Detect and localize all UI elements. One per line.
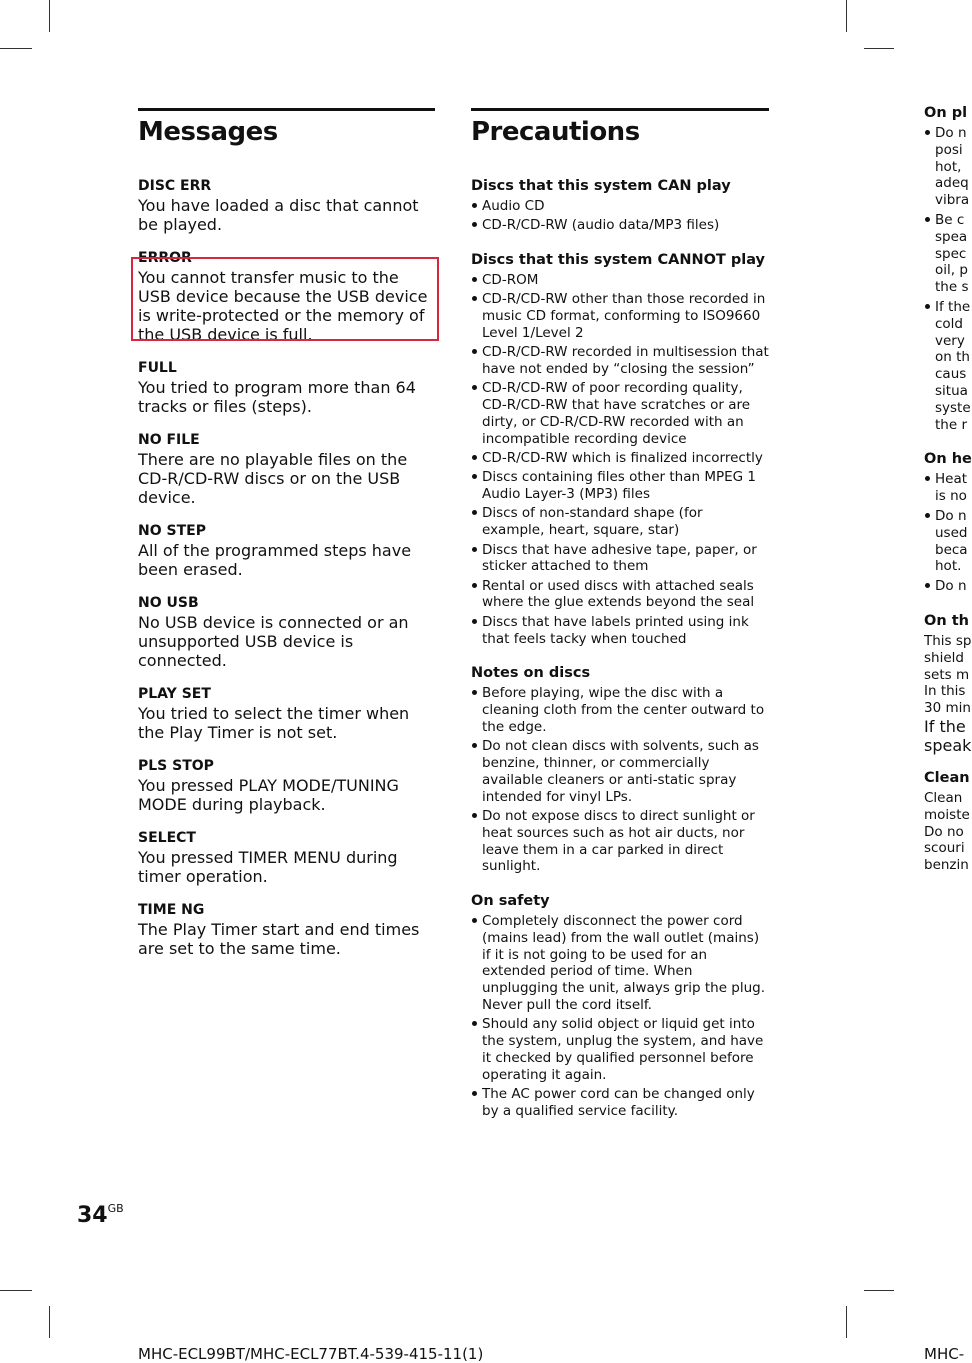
- crop-mark: [846, 1306, 847, 1338]
- page-number: [77, 1202, 124, 1228]
- bullet-list: [471, 272, 769, 647]
- fragment-line: the r: [935, 416, 967, 433]
- footer-model-code-next: MHC-: [924, 1345, 965, 1363]
- crop-mark: [864, 48, 894, 49]
- message-description: You tried to program more than 64 tracks or files (steps).: [138, 378, 416, 416]
- fragment-line: hot.: [935, 558, 962, 575]
- message-description: You pressed PLAY MODE/TUNING MODE during playback.: [138, 776, 399, 814]
- bullet-list: [471, 913, 769, 1120]
- message-description: You cannot transfer music to the USB device because the USB device is write-protected or the memory of the USB device is full.: [138, 268, 428, 344]
- bullet-item: Completely disconnect the power cord (mains lead) from the wall outlet (mains) if it is not going to be used for an extended period of time. When unplugging the unit, always grip the plug. Never pull the cord itself.: [471, 913, 769, 1014]
- fragment-line: hot,: [935, 158, 962, 175]
- message-code: NO STEP: [138, 523, 206, 539]
- crop-mark: [0, 1290, 32, 1291]
- fragment-line: 30 min: [924, 700, 971, 717]
- fragment-line: syste: [935, 399, 971, 416]
- bullet-item: Before playing, wipe the disc with a cleaning cloth from the center outward to the edge.: [471, 685, 769, 735]
- fragment-line: Do n: [924, 508, 965, 525]
- fragment-heading: On pl: [924, 105, 968, 121]
- message-code: TIME NG: [138, 902, 205, 918]
- message-entry: [138, 594, 435, 670]
- precautions-column: [471, 108, 769, 1137]
- section-heading: Discs that this system CANNOT play: [471, 252, 766, 269]
- crop-mark: [864, 1290, 894, 1291]
- section-heading: Discs that this system CAN play: [471, 178, 731, 194]
- fragment-line: Be c: [924, 212, 965, 229]
- bullet-list: [471, 198, 769, 234]
- message-entry: [138, 685, 435, 742]
- fragment-line: Do n: [924, 578, 965, 595]
- precaution-section: [471, 177, 769, 234]
- bullet-item: Should any solid object or liquid get into the system, unplug the system, and have it checked by qualified personnel before operating it again.: [471, 1016, 769, 1083]
- highlight-box: [131, 257, 439, 341]
- fragment-line: Do no: [924, 823, 964, 840]
- messages-column: [138, 108, 435, 973]
- message-entry: [138, 757, 435, 814]
- bullet-item: Do not clean discs with solvents, such as benzine, thinner, or commercially available cleaners or anti-static spray intended for vinyl LPs.: [471, 738, 769, 805]
- bullet-item: Discs containing files other than MPEG 1 Audio Layer-3 (MP3) files: [471, 469, 769, 503]
- crop-mark: [49, 0, 50, 32]
- fragment-line: is no: [935, 488, 967, 505]
- message-code: PLS STOP: [138, 758, 214, 774]
- fragment-heading: On he: [924, 451, 972, 468]
- message-entry: [138, 177, 435, 234]
- message-entry: [138, 829, 435, 886]
- fragment-line: If the: [924, 299, 965, 316]
- message-entry: [138, 901, 435, 958]
- bullet-item: CD-R/CD-RW recorded in multisession that have not ended by “closing the session”: [471, 344, 769, 378]
- section-heading: On safety: [471, 893, 550, 910]
- footer-model-code: MHC-ECL99BT/MHC-ECL77BT.4-539-415-11(1): [138, 1345, 484, 1363]
- bullet-item: CD-R/CD-RW (audio data/MP3 files): [471, 217, 769, 234]
- precautions-sections: [471, 177, 769, 1120]
- bullet-item: Discs that have labels printed using ink that feels tacky when touched: [471, 614, 769, 648]
- fragment-line: vibra: [935, 192, 970, 209]
- message-code: NO FILE: [138, 432, 200, 448]
- fragment-line: on th: [935, 349, 970, 366]
- precaution-section: [471, 892, 769, 1120]
- fragment-line: shield: [924, 649, 964, 666]
- page-number-suffix: GB: [107, 1202, 124, 1215]
- fragment-line: spea: [935, 228, 968, 245]
- message-code: SELECT: [138, 830, 196, 846]
- fragment-line: oil, p: [935, 262, 968, 279]
- bullet-item: CD-ROM: [471, 272, 769, 289]
- fragment-line: situa: [935, 382, 968, 399]
- message-description: No USB device is connected or an unsupported USB device is connected.: [138, 613, 409, 670]
- message-code: NO USB: [138, 595, 199, 611]
- bullet-item: Discs of non-standard shape (for example, heart, square, star): [471, 505, 769, 539]
- message-entry: [138, 359, 435, 416]
- message-description: You have loaded a disc that cannot be played.: [138, 196, 419, 234]
- fragment-line: moiste: [924, 806, 970, 823]
- crop-mark: [846, 0, 847, 32]
- message-description: There are no playable files on the CD-R/CD-RW discs or on the USB device.: [138, 450, 408, 507]
- section-heading: Notes on discs: [471, 665, 591, 682]
- bullet-list: [471, 685, 769, 875]
- fragment-line: adeq: [935, 175, 969, 192]
- bullet-item: Audio CD: [471, 198, 769, 215]
- message-description: You tried to select the timer when the Play Timer is not set.: [138, 704, 410, 742]
- fragment-line: speak: [924, 735, 972, 755]
- fragment-line: used: [935, 524, 968, 541]
- fragment-line: Do n: [924, 125, 965, 142]
- fragment-line: Clean: [924, 789, 963, 806]
- fragment-line: cold: [935, 315, 964, 332]
- bullet-item: Do not expose discs to direct sunlight or heat sources such as hot air ducts, nor leave them in a car parked in direct sunlight.: [471, 808, 769, 875]
- message-code: PLAY SET: [138, 686, 211, 702]
- fragment-line: caus: [935, 366, 967, 383]
- bullet-item: Discs that have adhesive tape, paper, or sticker attached to them: [471, 542, 769, 576]
- message-description: You pressed TIMER MENU during timer operation.: [138, 848, 398, 886]
- fragment-line: Heat: [924, 471, 965, 488]
- bullet-item: Rental or used discs with attached seals where the glue extends beyond the seal: [471, 578, 769, 612]
- bullet-item: The AC power cord can be changed only by a qualified service facility.: [471, 1086, 769, 1120]
- fragment-line: sets m: [924, 666, 970, 683]
- page-number-value: 34: [77, 1203, 108, 1228]
- message-entry: [138, 431, 435, 507]
- fragment-heading: Clean: [924, 769, 970, 786]
- bullet-item: CD-R/CD-RW which is finalized incorrectly: [471, 450, 769, 467]
- fragment-line: the s: [935, 279, 969, 296]
- crop-mark: [0, 48, 32, 49]
- bullet-item: CD-R/CD-RW of poor recording quality, CD-R/CD-RW that have scratches or are dirty, or CD-R/CD-RW recorded with an incompatible recording device: [471, 380, 769, 447]
- message-code: FULL: [138, 360, 177, 376]
- messages-title: Messages: [138, 108, 435, 149]
- message-description: The Play Timer start and end times are set to the same time.: [138, 920, 420, 958]
- message-code: ERROR: [138, 250, 192, 266]
- message-description: All of the programmed steps have been erased.: [138, 541, 412, 579]
- message-entry: [138, 522, 435, 579]
- fragment-line: spec: [935, 245, 967, 262]
- fragment-line: scouri: [924, 840, 965, 857]
- bullet-item: CD-R/CD-RW other than those recorded in music CD format, conforming to ISO9660 Level 1/Level 2: [471, 291, 769, 341]
- fragment-line: beca: [935, 541, 968, 558]
- next-page-fragment: [924, 104, 972, 874]
- fragment-heading: On th: [924, 612, 969, 629]
- message-code: DISC ERR: [138, 178, 212, 194]
- fragment-line: very: [935, 332, 965, 349]
- precaution-section: [471, 251, 769, 647]
- fragment-line: posi: [935, 141, 963, 158]
- precaution-section: [471, 664, 769, 875]
- crop-mark: [49, 1306, 50, 1338]
- fragment-line: In this: [924, 683, 966, 700]
- fragment-line: This sp: [924, 632, 972, 649]
- fragment-line: If the: [924, 716, 966, 736]
- precautions-title: Precautions: [471, 108, 769, 149]
- fragment-line: benzin: [924, 857, 969, 874]
